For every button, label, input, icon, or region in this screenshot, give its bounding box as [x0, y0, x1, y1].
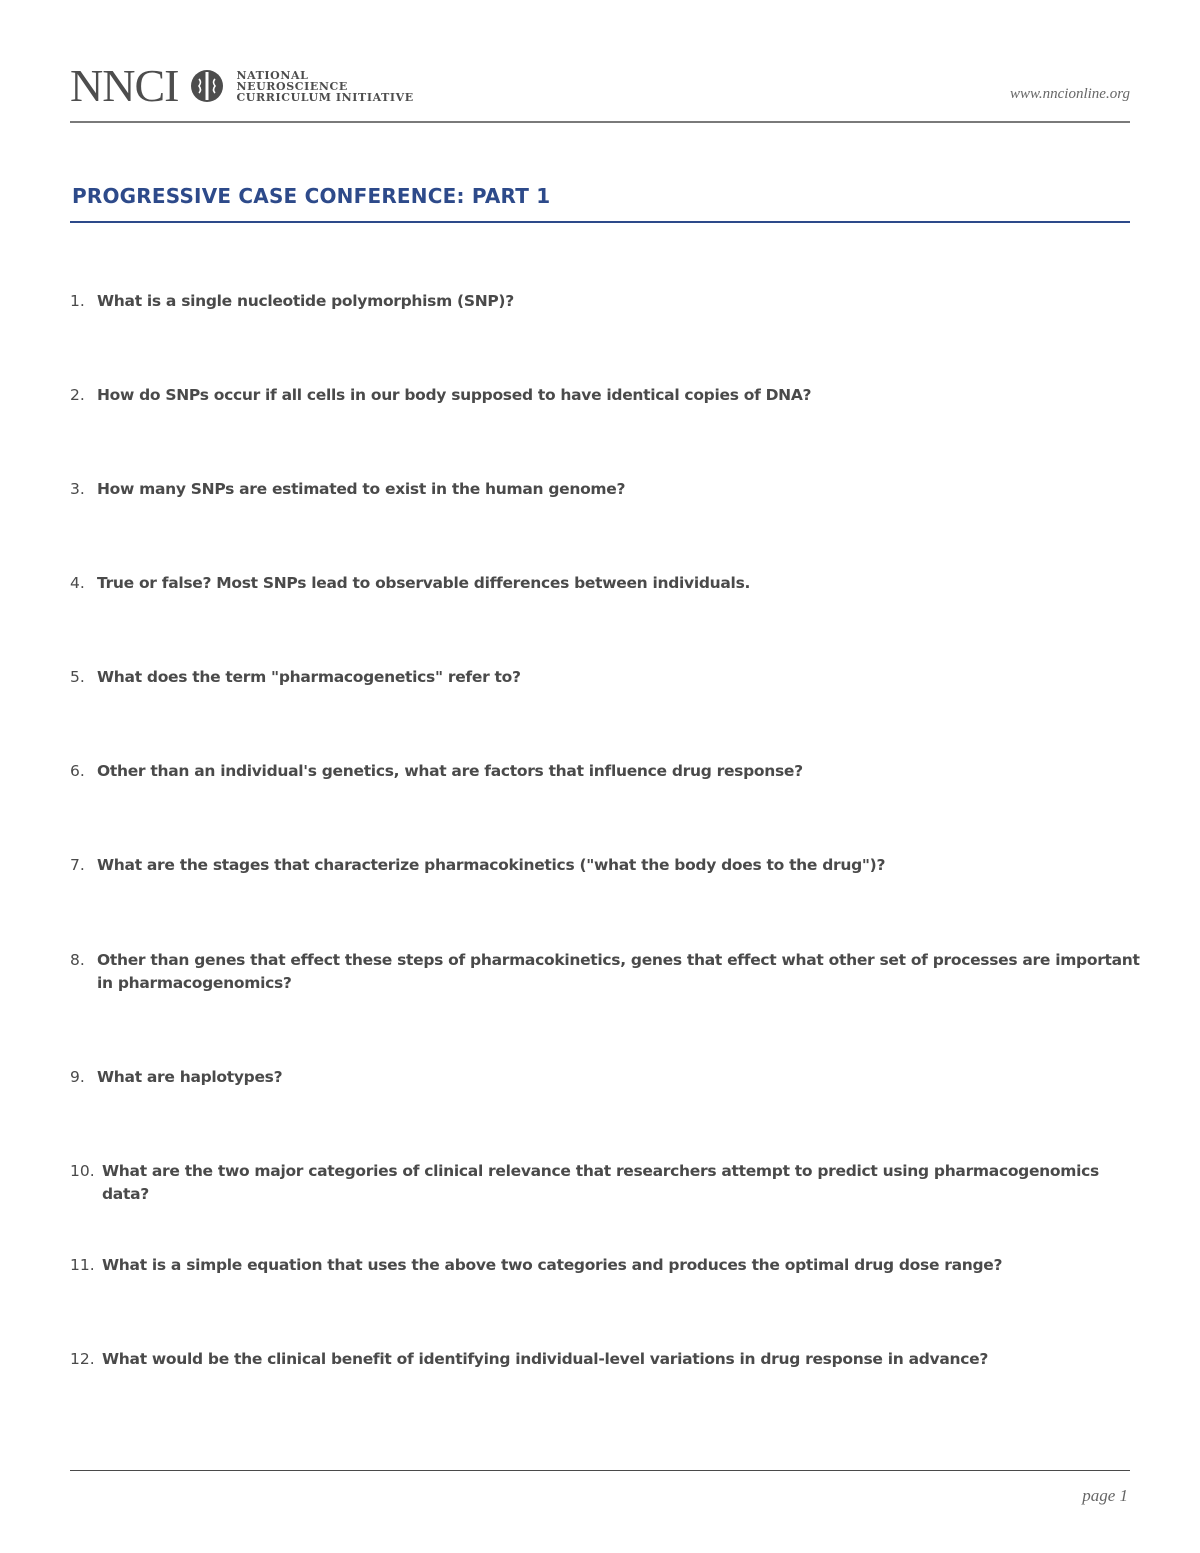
page-title: PROGRESSIVE CASE CONFERENCE: PART 1 — [72, 184, 551, 208]
question-item — [70, 949, 1140, 995]
question-item — [70, 1348, 1140, 1371]
question-text: What is a single nucleotide polymorphism (SNP)? — [97, 292, 514, 310]
question-text: What is a simple equation that uses the above two categories and produces the optimal drug dose range? — [102, 1256, 1003, 1274]
question-number: 11. — [70, 1256, 95, 1274]
question-item — [70, 760, 1140, 783]
question-item — [70, 290, 1140, 313]
question-number: 3. — [70, 480, 85, 498]
logo-letters: NNCI — [70, 60, 179, 111]
question-text: What are the stages that characterize pharmacokinetics ("what the body does to the drug")? — [97, 856, 886, 874]
nnci-logo — [70, 60, 414, 111]
question-item — [70, 384, 1140, 407]
org-name-line-2: NEUROSCIENCE — [236, 79, 348, 93]
page-number: page 1 — [1082, 1486, 1128, 1505]
question-text: True or false? Most SNPs lead to observable differences between individuals. — [97, 574, 751, 592]
question-text: Other than an individual's genetics, what are factors that influence drug response? — [97, 762, 803, 780]
question-item — [70, 572, 1140, 595]
question-number: 9. — [70, 1068, 85, 1086]
question-item — [70, 666, 1140, 689]
question-number: 10. — [70, 1162, 95, 1180]
question-item — [70, 854, 1140, 877]
question-text: What are haplotypes? — [97, 1068, 283, 1086]
question-item — [70, 478, 1140, 501]
header-divider — [70, 121, 1130, 123]
question-number: 2. — [70, 386, 85, 404]
question-number: 4. — [70, 574, 85, 592]
footer-divider — [70, 1470, 1130, 1471]
question-text: How do SNPs occur if all cells in our body supposed to have identical copies of DNA? — [97, 386, 812, 404]
question-text: How many SNPs are estimated to exist in the human genome? — [97, 480, 626, 498]
question-text: What does the term "pharmacogenetics" refer to? — [97, 668, 521, 686]
question-item — [70, 1160, 1140, 1206]
website-url: www.nncionline.org — [1010, 86, 1130, 102]
question-item — [70, 1254, 1140, 1277]
question-number: 8. — [70, 951, 85, 969]
question-number: 7. — [70, 856, 85, 874]
title-divider — [70, 221, 1130, 223]
question-number: 6. — [70, 762, 85, 780]
question-text: What would be the clinical benefit of identifying individual-level variations in drug response in advance? — [102, 1350, 989, 1368]
org-name — [236, 70, 413, 103]
question-item — [70, 1066, 1140, 1089]
question-number: 12. — [70, 1350, 95, 1368]
question-text: Other than genes that effect these steps of pharmacokinetics, genes that effect what other set of processes are important in pharmacogenomics? — [97, 951, 1140, 992]
question-number: 5. — [70, 668, 85, 686]
question-text: What are the two major categories of clinical relevance that researchers attempt to predict using pharmacogenomics data? — [102, 1162, 1099, 1203]
org-name-line-1: NATIONAL — [236, 68, 309, 82]
org-name-line-3: CURRICULUM INITIATIVE — [236, 90, 414, 104]
question-number: 1. — [70, 292, 85, 310]
page-header — [70, 62, 1130, 112]
brain-icon — [190, 69, 224, 103]
